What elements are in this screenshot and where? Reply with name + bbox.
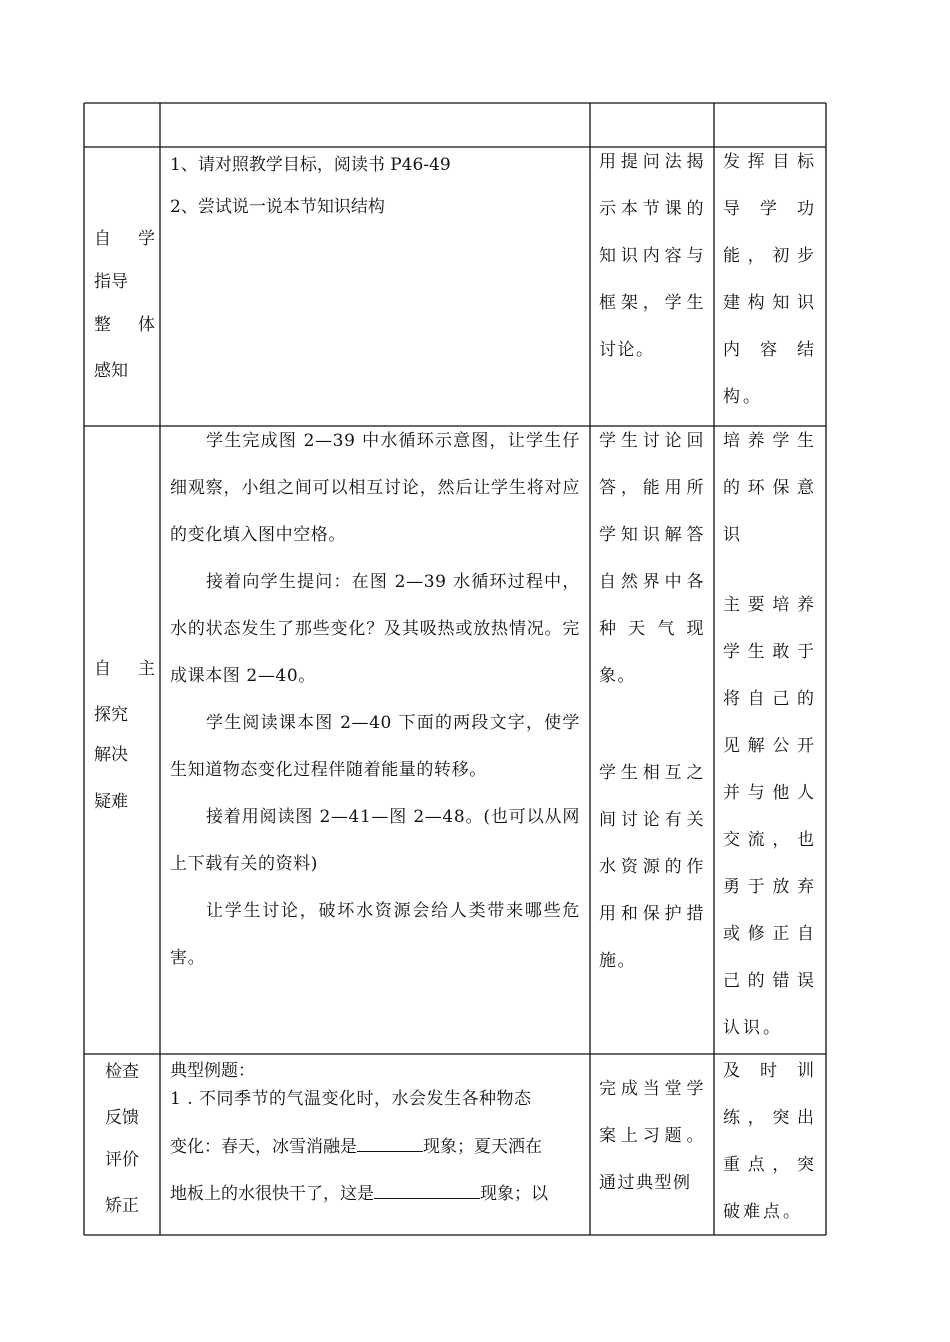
- stage-label: 疑难: [94, 792, 128, 812]
- student-activity-text: 学生相互之间讨论有关水资源的作用和保护措施。: [599, 763, 705, 971]
- example-line: [170, 1133, 542, 1161]
- design-intent-text: 发挥目标导学功能，初步建构知识内容结构。: [723, 152, 817, 407]
- stage-label: 评价: [105, 1150, 139, 1170]
- stage-label: 探究: [94, 705, 128, 725]
- content-paragraph: 学生完成图 2—39 中水循环示意图，让学生仔细观察，小组之间可以相互讨论，然后让学生将对应的变化填入图中空格。: [170, 431, 580, 545]
- design-intent-text: 主要培养学生敢于将自己的见解公开并与他人交流，也勇于放弃或修正自己的错误认识。: [723, 595, 817, 1038]
- intent-cell-self-study: [714, 147, 826, 426]
- example-line: 1 . 不同季节的气温变化时，水会发生各种物态: [170, 1089, 532, 1109]
- intent-cell-feedback: [714, 1054, 826, 1235]
- student-activity-text: 学生讨论回答，能用所学知识解答自然界中各种天气现象。: [599, 431, 705, 686]
- stage-label: 指导: [94, 272, 128, 292]
- student-activity-text: 完成当堂学案上习题。通过典型例: [599, 1079, 705, 1193]
- content-paragraph: 让学生讨论，破坏水资源会给人类带来哪些危害。: [170, 901, 580, 968]
- stage-cell-feedback: [84, 1054, 160, 1235]
- example-line: [170, 1180, 548, 1208]
- student-activity-text: 用提问法揭示本节课的知识内容与框架，学生讨论。: [599, 152, 705, 360]
- stage-cell-inquiry: [84, 426, 182, 1054]
- example-text: 变化：春天，冰雪消融是: [170, 1137, 357, 1157]
- design-intent-text: 培养学生的环保意识: [723, 431, 817, 545]
- student-cell-inquiry: [590, 426, 714, 1054]
- answer-blank-1: [357, 1135, 423, 1152]
- content-paragraph: 接着用阅读图 2—41—图 2—48。(也可以从网上下载有关的资料): [170, 807, 580, 874]
- content-cell-self-study: [160, 147, 590, 426]
- example-text: 现象；以: [480, 1184, 548, 1204]
- stage-label: 整体: [94, 315, 182, 335]
- content-line: 1、请对照教学目标，阅读书 P46-49: [170, 155, 451, 175]
- stage-label: 解决: [94, 745, 128, 765]
- example-text: 现象；夏天洒在: [423, 1137, 542, 1157]
- student-cell-self-study: [590, 147, 714, 426]
- design-intent-text: 及时训练，突出重点，突破难点。: [723, 1061, 817, 1222]
- stage-label: 反馈: [105, 1108, 139, 1128]
- content-cell-feedback: [160, 1054, 590, 1235]
- example-text: 地板上的水很快干了，这是: [170, 1184, 374, 1204]
- stage-cell-self-study: [84, 147, 182, 426]
- student-cell-feedback: [590, 1054, 714, 1235]
- example-heading: 典型例题：: [170, 1061, 255, 1081]
- stage-label: 感知: [94, 361, 128, 381]
- intent-cell-inquiry: [714, 426, 826, 1054]
- stage-label: 检查: [105, 1062, 139, 1082]
- answer-blank-2: [374, 1182, 480, 1199]
- content-line: 2、尝试说一说本节知识结构: [170, 197, 385, 217]
- stage-label: 自主: [94, 659, 182, 679]
- content-cell-inquiry: [160, 426, 590, 1054]
- content-paragraph: 学生阅读课本图 2—40 下面的两段文字，使学生知道物态变化过程伴随着能量的转移。: [170, 713, 580, 780]
- stage-label: 矫正: [105, 1196, 139, 1216]
- content-paragraph: 接着向学生提问：在图 2—39 水循环过程中，水的状态发生了那些变化？及其吸热或放热情况。完成课本图 2—40。: [170, 572, 580, 686]
- stage-label: 自学: [94, 229, 182, 249]
